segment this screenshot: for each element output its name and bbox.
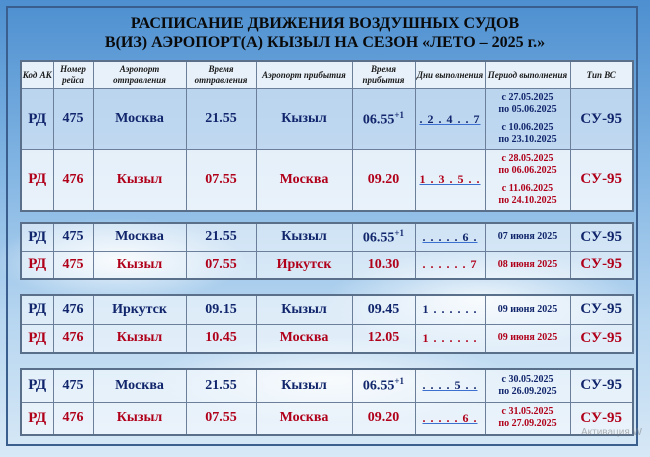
schedule-table-2: [20, 222, 634, 280]
table-row: [21, 150, 633, 211]
header-days: Дни выполнения: [415, 61, 485, 89]
airline-code: РД: [21, 324, 53, 353]
arrival-airport: Кызыл: [256, 295, 352, 324]
days-of-operation: . . . . . . 7: [415, 251, 485, 279]
flight-number: 476: [53, 402, 93, 435]
aircraft-type: СУ-95: [570, 295, 633, 324]
aircraft-type: СУ-95: [570, 89, 633, 150]
arrival-time: $06.55^{+1}$: [352, 89, 415, 150]
header-arr-time: Время прибытия: [352, 61, 415, 89]
days-of-operation: 1 . 3 . 5 . .: [415, 150, 485, 211]
header-period: Период выполнения: [485, 61, 570, 89]
aircraft-type: СУ-95: [570, 150, 633, 211]
airline-code: РД: [21, 223, 53, 251]
operation-period: 09 июня 2025: [485, 295, 570, 324]
operation-period: с 31.05.2025 по 27.09.2025: [485, 402, 570, 435]
days-of-operation: 1 . . . . . .: [415, 324, 485, 353]
departure-airport: Кызыл: [93, 251, 186, 279]
header-dep-airport: Аэропорт отправления: [93, 61, 186, 89]
departure-airport: Иркутск: [93, 295, 186, 324]
title-line-1: РАСПИСАНИЕ ДВИЖЕНИЯ ВОЗДУШНЫХ СУДОВ: [130, 15, 520, 32]
departure-time: 21.55: [186, 89, 256, 150]
airline-code: РД: [21, 89, 53, 150]
flight-number: 475: [53, 223, 93, 251]
arrival-airport: Москва: [256, 324, 352, 353]
arrival-time: 12.05: [352, 324, 415, 353]
airline-code: РД: [21, 150, 53, 211]
airline-code: РД: [21, 369, 53, 402]
header-arr-airport: Аэропорт прибытия: [256, 61, 352, 89]
header-aircraft: Тип ВС: [570, 61, 633, 89]
departure-airport: Москва: [93, 369, 186, 402]
airline-code: РД: [21, 251, 53, 279]
days-of-operation: . 2 . 4 . . 7: [415, 89, 485, 150]
table-row: [21, 251, 633, 279]
airline-code: РД: [21, 295, 53, 324]
departure-airport: Кызыл: [93, 150, 186, 211]
flight-number: 476: [53, 295, 93, 324]
departure-time: 07.55: [186, 402, 256, 435]
schedule-table-3: [20, 294, 634, 354]
departure-time: 07.55: [186, 251, 256, 279]
arrival-airport: Москва: [256, 150, 352, 211]
header-code: Код АК: [21, 61, 53, 89]
arrival-airport: Кызыл: [256, 223, 352, 251]
header-row: [21, 61, 633, 89]
flight-number: 476: [53, 324, 93, 353]
operation-period: 09 июня 2025: [485, 324, 570, 353]
departure-airport: Москва: [93, 223, 186, 251]
operation-period: с 30.05.2025 по 26.09.2025: [485, 369, 570, 402]
watermark: Активация W: [580, 427, 642, 438]
departure-time: 07.55: [186, 150, 256, 211]
days-of-operation: . . . . 5 . .: [415, 369, 485, 402]
schedule-table-1: [20, 60, 634, 212]
operation-period: с 27.05.2025 по 05.06.2025 с 10.06.2025 по 23.10.2025: [485, 89, 570, 150]
aircraft-type: СУ-95: [570, 324, 633, 353]
table-row: [21, 369, 633, 402]
departure-airport: Москва: [93, 89, 186, 150]
flight-number: 475: [53, 251, 93, 279]
aircraft-type: СУ-95: [570, 369, 633, 402]
departure-time: 21.55: [186, 223, 256, 251]
table-row: [21, 402, 633, 435]
arrival-airport: Иркутск: [256, 251, 352, 279]
departure-time: 09.15: [186, 295, 256, 324]
arrival-time: $06.55^{+1}$: [352, 369, 415, 402]
aircraft-type: СУ-95: [570, 223, 633, 251]
days-of-operation: 1 . . . . . .: [415, 295, 485, 324]
arrival-airport: Кызыл: [256, 369, 352, 402]
flight-number: 475: [53, 369, 93, 402]
aircraft-type: СУ-95: [570, 251, 633, 279]
arrival-airport: Кызыл: [256, 89, 352, 150]
table-row: [21, 324, 633, 353]
arrival-time: 10.30: [352, 251, 415, 279]
departure-airport: Кызыл: [93, 402, 186, 435]
title-line-2: В(ИЗ) АЭРОПОРТ(А) КЫЗЫЛ НА СЕЗОН «ЛЕТО – 2025 г.»: [104, 34, 546, 51]
operation-period: 08 июня 2025: [485, 251, 570, 279]
arrival-time: 09.20: [352, 150, 415, 211]
operation-period: 07 июня 2025: [485, 223, 570, 251]
flight-number: 476: [53, 150, 93, 211]
airline-code: РД: [21, 402, 53, 435]
header-flight: Номер рейса: [53, 61, 93, 89]
operation-period: с 28.05.2025 по 06.06.2025 с 11.06.2025 по 24.10.2025: [485, 150, 570, 211]
table-row: [21, 295, 633, 324]
page-title: [0, 14, 650, 52]
days-of-operation: . . . . . 6 .: [415, 402, 485, 435]
aircraft-type: СУ-95: [570, 402, 633, 435]
departure-time: 21.55: [186, 369, 256, 402]
departure-airport: Кызыл: [93, 324, 186, 353]
departure-time: 10.45: [186, 324, 256, 353]
arrival-time: 09.45: [352, 295, 415, 324]
schedule-table-4: [20, 368, 634, 436]
arrival-time: $06.55^{+1}$: [352, 223, 415, 251]
arrival-time: 09.20: [352, 402, 415, 435]
arrival-airport: Москва: [256, 402, 352, 435]
table-row: [21, 223, 633, 251]
flight-number: 475: [53, 89, 93, 150]
header-dep-time: Время отправления: [186, 61, 256, 89]
days-of-operation: . . . . . 6 .: [415, 223, 485, 251]
table-row: [21, 89, 633, 150]
